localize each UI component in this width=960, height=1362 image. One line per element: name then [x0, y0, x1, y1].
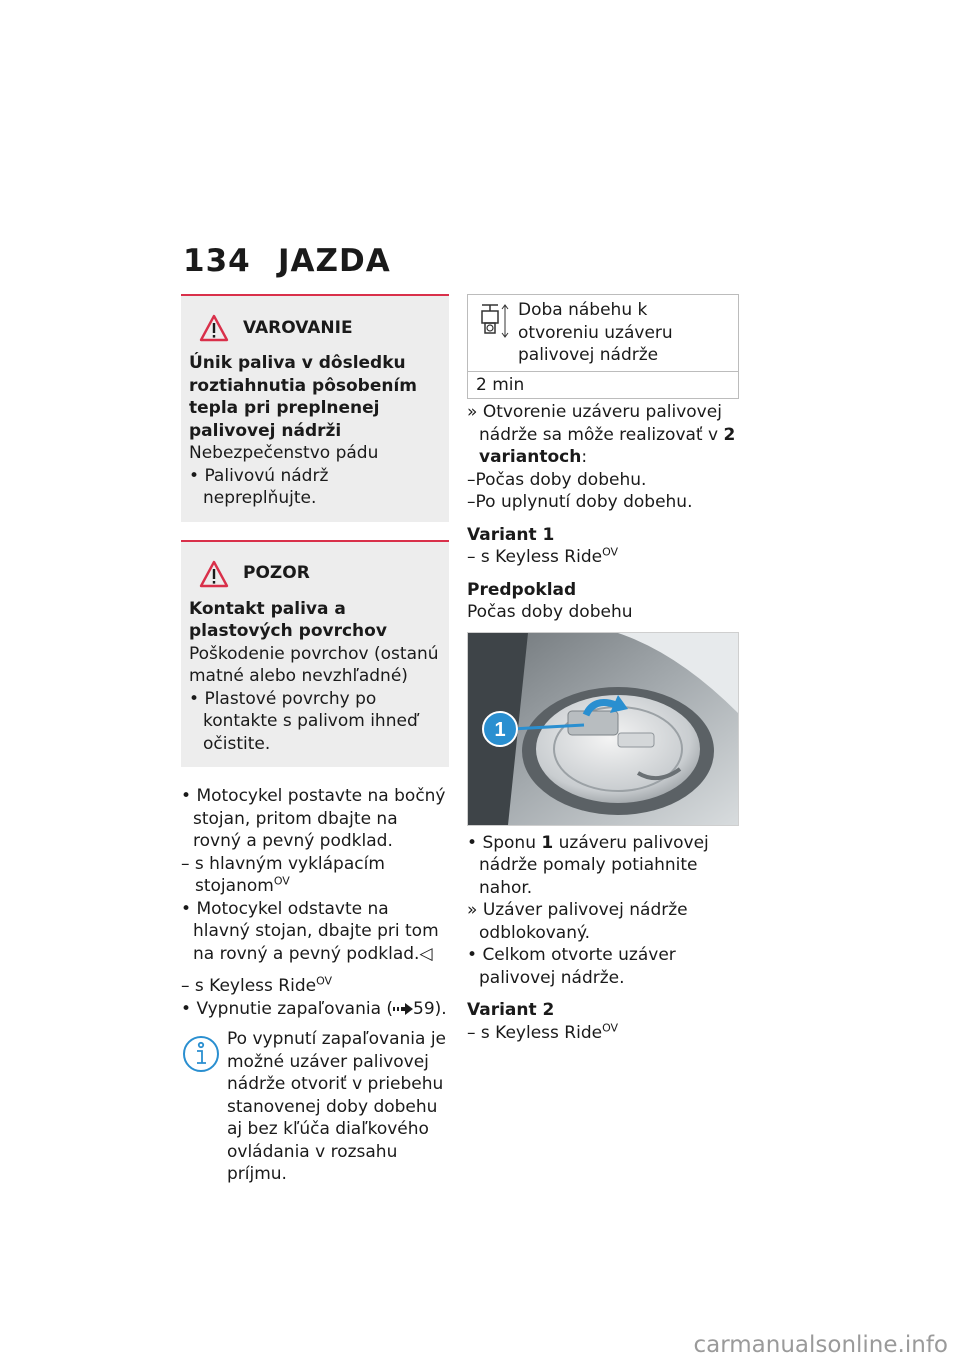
warning-label: VAROVANIE	[243, 317, 353, 338]
warning-header	[189, 314, 441, 342]
fuel-cap-photo	[467, 632, 739, 826]
page-header	[183, 243, 391, 279]
variant-during-run-on: –Počas doby dobehu.	[467, 469, 647, 490]
prerequisite-title: Predpoklad	[467, 579, 577, 600]
step-main-stand: • Motocykel odstavte na hlavný stojan, dbajte pri tom na rovný a pevný podklad.◁	[181, 898, 439, 964]
opening-delay-value: 2 min	[476, 374, 525, 395]
variant-2-condition: – s Keyless Ride$^{OV}$	[467, 1020, 619, 1043]
watermark: carmanualsonline.info	[693, 1332, 948, 1358]
warning-title: Únik paliva v dôsledku roztiahnutia pôsobením tepla pri preplnenej palivovej nádrži	[189, 353, 418, 441]
info-text: Po vypnutí zapaľovania je možné uzáver palivovej nádrže otvoriť v priebehu stanovenej doby dobehu aj bez kľúča diaľkového ovládania v rozsahu príjmu.	[227, 1029, 447, 1184]
page-reference-arrow-icon	[393, 1003, 413, 1015]
result-cap-unlocked: » Uzáver palivovej nádrže odblokovaný.	[467, 900, 688, 943]
caution-header	[189, 560, 441, 588]
caution-box	[181, 540, 449, 768]
page-reference[interactable]: 59	[413, 998, 435, 1019]
warning-box	[181, 294, 449, 522]
warning-consequence: Nebezpečenstvo pádu	[189, 443, 379, 463]
left-column	[181, 294, 449, 1186]
opening-delay-table	[467, 294, 739, 399]
fuel-cap-illustration	[468, 633, 738, 825]
opening-delay-label-row	[468, 295, 738, 372]
caution-title: Kontakt paliva a plastových povrchov	[189, 598, 387, 641]
step-open-cap: • Celkom otvorte uzáver palivovej nádrže.	[467, 945, 676, 988]
page-number: 134	[183, 243, 251, 279]
end-mark-icon: ◁	[419, 943, 433, 964]
variant-1-condition: – s Keyless Ride$^{OV}$	[467, 545, 619, 567]
warning-triangle-icon	[199, 314, 229, 342]
variant-2-title: Variant 2	[467, 1000, 555, 1020]
info-icon	[181, 1034, 221, 1074]
step-side-stand: • Motocykel postavte na bočný stojan, pritom dbajte na rovný a pevný podklad.	[181, 786, 446, 851]
caution-triangle-icon	[199, 560, 229, 588]
caution-consequence: Poškodenie povrchov (ostanú matné alebo nevzhľadné)	[189, 643, 439, 686]
caution-action: • Plastové povrchy po kontakte s palivom ihneď očistite.	[189, 688, 418, 754]
fuel-cap-timer-icon	[478, 303, 510, 339]
right-column	[467, 294, 739, 1044]
opening-delay-label: Doba nábehu k otvoreniu uzáveru palivovej nádrže	[518, 300, 673, 365]
chapter-title: JAZDA	[278, 243, 391, 279]
info-note	[181, 1028, 449, 1186]
variant-after-run-on: –Po uplynutí doby dobehu.	[467, 492, 693, 512]
step-pull-clip: • Sponu 1 uzáveru palivovej nádrže pomaly potiahnite nahor.	[467, 832, 709, 898]
photo-callout-1: 1	[494, 718, 506, 741]
result-two-variants: » Otvorenie uzáveru palivovej nádrže sa môže realizovať v 2 variantoch:	[467, 402, 736, 467]
step-ignition-off: • Vypnutie zapaľovania ( 59).	[181, 998, 447, 1019]
condition-keyless-ride: – s Keyless Ride$^{OV}$	[181, 974, 333, 996]
prerequisite-text: Počas doby dobehu	[467, 602, 633, 622]
condition-main-stand: – s hlavným vyklápacím stojanom$^{OV}$	[181, 853, 385, 896]
variant-1-title: Variant 1	[467, 524, 555, 545]
warning-action: • Palivovú nádrž nepreplňujte.	[189, 465, 329, 508]
caution-label: POZOR	[243, 563, 310, 584]
